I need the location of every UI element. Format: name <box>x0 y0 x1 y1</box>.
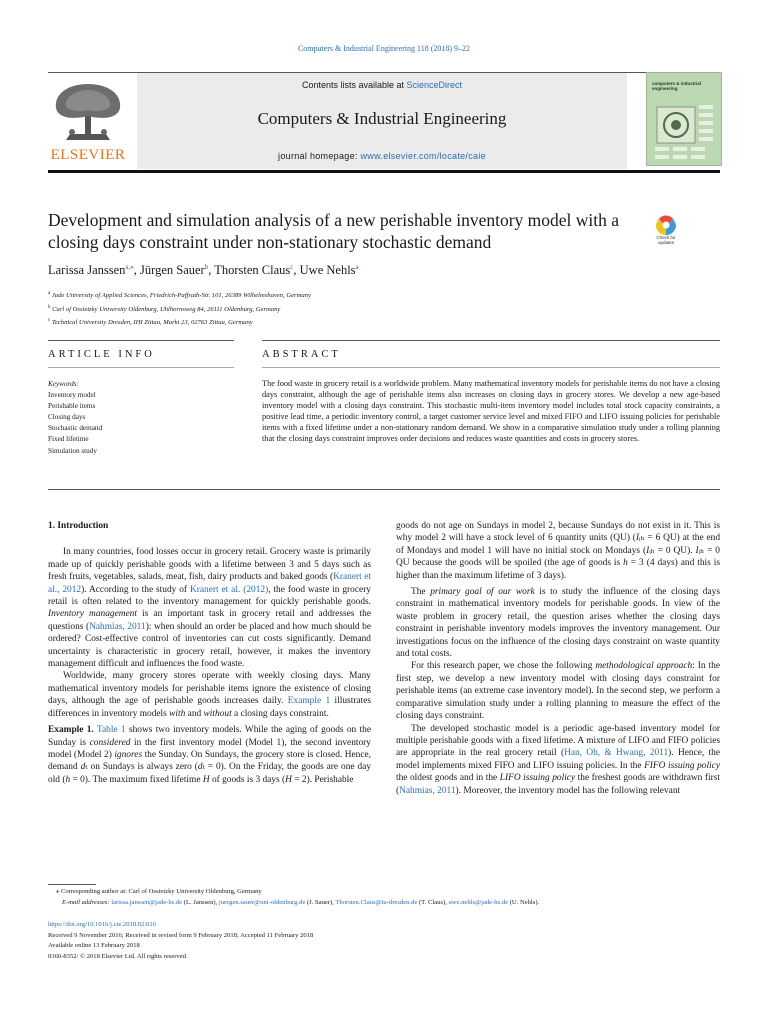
email-label: E-mail addresses: <box>62 899 112 906</box>
citation-link[interactable]: Kranert et al., 2012 <box>48 572 371 595</box>
emphasis: H <box>202 774 210 785</box>
keyword-item: Simulation study <box>48 446 97 455</box>
affiliation-text: Carl of Ossietzky University Oldenburg, Uhlhornsweg 84, 26111 Oldenburg, Germany <box>50 305 281 313</box>
text-run: = 3 (4 days) and this is higher than the maximum lifetime of 3 days). <box>396 558 720 581</box>
text-run: a closing days constraint. <box>231 708 329 719</box>
emphasis: considered <box>89 737 131 748</box>
article-info-subrule <box>48 367 234 368</box>
crossmark-badge[interactable] <box>648 214 684 250</box>
journal-reference[interactable]: Computers & Industrial Engineering 118 (2018) 9–22 <box>297 44 471 53</box>
paragraph <box>396 723 720 797</box>
text-run: shows two inventory models. While the aging of goods on the Sunday is <box>48 725 372 748</box>
emphasis: I <box>635 533 640 544</box>
author-list <box>48 263 359 278</box>
paragraph <box>48 546 371 670</box>
text-run: ). Moreover, the inventory model has the following relevant <box>455 785 681 796</box>
author-name: Uwe Nehls <box>299 263 356 278</box>
text-run: ᵢₕ = 0 QU). <box>649 545 696 556</box>
doi-link[interactable]: https://doi.org/10.1016/j.cie.2018.02.016 <box>48 921 156 928</box>
paragraph <box>48 670 371 720</box>
text-run: in the first inventory model (Model 1), the second inventory model (Model 2) <box>48 737 371 760</box>
citation-link[interactable]: Han, Oh, & Hwang, 2011 <box>564 748 669 759</box>
paragraph <box>396 586 720 660</box>
author-name: Larissa Janssen <box>48 263 126 278</box>
available-online: Available online 13 February 2018 <box>48 942 140 949</box>
keywords-label: Keywords: <box>48 380 79 388</box>
emphasis: Inventory management <box>48 609 137 620</box>
text-run: the freshest goods are withdrawn first ( <box>396 773 721 796</box>
text-run: of goods is 3 days ( <box>209 774 286 785</box>
text-run: ᵢₕ = 6 QU) at the end of Mondays and model 1 will have no initial stock on Mondays ( <box>396 533 721 556</box>
affiliation-text: Jade University of Applied Sciences, Friedrich-Paffrath-Str. 101, 26389 Wilhelmshaven, Germany <box>50 292 311 300</box>
emphasis: I <box>695 545 699 556</box>
affiliation-marker: c <box>48 318 51 324</box>
article-metadata <box>48 920 313 962</box>
keyword-item: Inventory model <box>48 391 96 400</box>
emphasis: with <box>169 708 186 719</box>
text-run: ): when should an order be placed and how much should be ordered? Cost-effective control of inventories can cut costs significantly. Demand uncertainty is characteristic in grocery retail, however, it makes the inventory management difficult and influences the food waste. <box>48 621 372 670</box>
footnote-rule <box>48 884 96 885</box>
abstract-text: The food waste in grocery retail is a worldwide problem. Many mathematical inventory models for perishable items do not have a closing days constraint, although the age of perishable items also increases on closing days in grocery stores. We develop a new age-based inventory model with a closing days constraint. This stochastic multi-item inventory model includes total stock capacity constraints, a positive lead time, a periodic inventory control, a target customer service level and mixed FIFO and LIFO issuing policies for perishable items with a fixed lifetime under a non-stationary random demand. We show in a comparative simulation study under a rolling planning that the closing days constraint improves order decisions and reduces waste quantities and costs in grocery stores. <box>262 379 720 444</box>
author-separator: , <box>133 263 141 278</box>
author-name: Thorsten Claus <box>214 263 291 278</box>
emphasis: h <box>623 558 628 569</box>
article-info-heading: ARTICLE INFO <box>48 349 155 360</box>
affiliation-marker: a <box>48 291 51 296</box>
text-run: ᵢₕ = 0 QU because the goods will be spoiled (the age of goods is <box>396 545 720 569</box>
journal-homepage: journal homepage: www.elsevier.com/locate/caie <box>278 151 486 161</box>
text-run: The <box>411 587 431 598</box>
elsevier-tree-icon <box>48 76 128 146</box>
emphasis: d <box>80 762 86 773</box>
elsevier-wordmark: ELSEVIER <box>50 147 126 163</box>
text-run: = 0). The maximum fixed lifetime <box>70 774 203 785</box>
text-run: illustrates differences in inventory models <box>48 696 372 719</box>
paragraph <box>396 520 720 582</box>
author-separator: , <box>208 263 215 278</box>
crossmark-icon <box>648 214 684 236</box>
keyword-item: Fixed lifetime <box>48 435 89 444</box>
abstract-heading: ABSTRACT <box>262 349 341 360</box>
text-run: ). According to the study of <box>81 584 190 595</box>
emphasis: without <box>203 708 232 719</box>
paper-title: Development and simulation analysis of a new perishable inventory model with a closing days constraint under non-stationary stochastic demand <box>48 210 620 252</box>
emphasis: h <box>65 774 71 785</box>
sciencedirect-link[interactable]: ScienceDirect <box>406 80 463 90</box>
author-affiliation-marker[interactable]: b <box>204 263 209 271</box>
text-run: goods do not age on Sundays in model 2, because Sundays do not exist in it. This is why model 2 will have a stock level of 6 quantity units (QU) ( <box>396 521 720 544</box>
paragraph <box>396 660 720 722</box>
email-link[interactable]: Thorsten.Claus@tu-dresden.de <box>335 899 418 906</box>
author-affiliation-marker[interactable]: c <box>290 263 294 271</box>
author-name: Jürgen Sauer <box>140 263 205 278</box>
email-link[interactable]: juergen.sauer@uni-oldenburg.de <box>218 899 306 906</box>
keywords-block <box>48 379 102 457</box>
emphasis: I <box>646 545 650 556</box>
elsevier-logo[interactable] <box>48 76 128 164</box>
citation-link[interactable]: Nahmias, 2011 <box>399 785 456 796</box>
body-right-column <box>396 520 720 797</box>
emphasis: FIFO issuing policy <box>644 760 720 771</box>
text-run: For this research paper, we chose the following <box>411 661 596 672</box>
keywords-list <box>48 390 102 457</box>
emphasis: d <box>197 762 203 773</box>
citation-link[interactable]: Nahmias, 2011 <box>89 621 146 632</box>
text-run: is an important task in grocery retail and addresses the questions ( <box>48 609 372 632</box>
article-info-rule <box>48 340 234 341</box>
email-owner: (J. Sauer), <box>305 899 336 906</box>
citation-link[interactable]: Kranert et al. (2012) <box>189 584 269 595</box>
affiliation-text: Technical University Dresden, IHI Zittau, Markt 23, 02763 Zittau, Germany <box>50 319 253 327</box>
text-run: ₜ on Sundays is always zero ( <box>85 762 198 773</box>
affiliation-marker: b <box>48 304 51 310</box>
emphasis: ignores <box>114 749 143 760</box>
text-run: the Sunday. On Sundays, the grocery store is closed. Hence, demand <box>48 749 371 773</box>
email-link[interactable]: uwe.nehls@jade-hs.de <box>448 899 509 906</box>
emphasis: H <box>285 774 292 785</box>
email-owner: (T. Claus), <box>417 899 449 906</box>
text-run: is to study the influence of the closing days constraint in mathematical inventory models for perishable goods. In view of the waste problem in grocery retail, the question arises whether the closing days constraint in perishable inventory models improves the inventory management. Our investigations focus on the influence of the closing days constraint on waste quantity and total costs. <box>396 587 720 660</box>
email-owner: (L. Janssen), <box>182 899 219 906</box>
abstract-subrule <box>262 367 720 368</box>
cover-title: computers & industrial engineering <box>652 81 702 91</box>
header-bottom-rule <box>48 170 720 173</box>
abstract-bottom-rule <box>48 489 720 490</box>
author-affiliation-marker[interactable]: a,⁎ <box>125 263 134 271</box>
example-paragraph <box>48 724 371 786</box>
keyword-item: Closing days <box>48 413 86 422</box>
affiliation-item <box>48 302 311 316</box>
crossmark-label: Check for updates <box>656 235 676 245</box>
section-title: 1. Introduction <box>48 521 109 531</box>
received-dates: Received 9 November 2016; Received in revised form 9 February 2018; Accepted 11 February 2018 <box>48 931 314 939</box>
email-owner: (U. Nehls). <box>508 899 540 906</box>
text-run: and <box>185 708 204 719</box>
text-run: Worldwide, many grocery stores operate with weekly closing days. Many mathematical inventory models for perishable items ignore the existence of closing days, although the age of perishable goods increases daily. <box>48 671 371 707</box>
text-run: The developed stochastic model is a periodic age-based inventory model for multiple perishable goods with a fixed lifetime. A mixture of LIFO and FIFO policies are appropriate in the real grocery retail ( <box>396 723 720 759</box>
emphasis: primary goal of our work <box>430 587 535 598</box>
citation-link[interactable]: Table 1 <box>96 725 126 736</box>
homepage-link[interactable]: www.elsevier.com/locate/caie <box>360 151 486 161</box>
emphasis: LIFO issuing policy <box>499 773 576 784</box>
affiliations <box>48 288 311 329</box>
text-run: In many countries, food losses occur in grocery retail. Grocery waste is primarily made up of quickly perishable goods with a lifetime between 3 and 5 days such as fresh fruits, vegetables, salads, meat, fish, dairy products and baked goods ( <box>48 547 371 583</box>
text-run: ). Hence, the model implements mixed FIFO and LIFO issuing policies. In the <box>396 748 720 771</box>
citation-link[interactable]: Example 1 <box>287 696 331 707</box>
keyword-item: Stochastic demand <box>48 424 103 433</box>
abstract-rule <box>262 340 720 341</box>
keyword-item: Perishable items <box>48 402 96 411</box>
text-run: = 2). Perishable <box>291 774 354 785</box>
email-link[interactable]: larissa.janssen@jade-hs.de <box>111 899 183 906</box>
author-separator: , <box>293 263 300 278</box>
body-left-column <box>48 520 371 786</box>
affiliation-item <box>48 315 311 329</box>
contents-availability: Contents lists available at ScienceDirect <box>301 80 463 90</box>
copyright: 0360-8352/ © 2018 Elsevier Ltd. All rights reserved. <box>48 952 188 960</box>
emphasis: methodological approach <box>595 661 693 672</box>
author-affiliation-marker[interactable]: a <box>355 263 359 271</box>
journal-name: Computers & Industrial Engineering <box>257 109 507 128</box>
text-run: , the food waste in grocery retail is often related to the inventory management for quickly perishable goods. <box>48 584 371 608</box>
email-addresses <box>62 898 539 909</box>
affiliation-item <box>48 288 311 302</box>
text-run: ₜ = 0). On the Friday, the goods are one day old ( <box>48 762 372 785</box>
journal-cover-thumbnail[interactable] <box>646 72 722 166</box>
cover-art-icon <box>647 73 721 165</box>
corresponding-author-note: ⁎ Corresponding author at: Carl of Ossietzky University Oldenburg, Germany <box>56 888 262 895</box>
example-label: Example 1. <box>48 725 94 736</box>
text-run: the oldest goods and in the <box>396 773 500 784</box>
text-run: : In the first step, we develop a new inventory model with closing days constraint for perishable items (an extreme case inventory model). In the second step, we perform a comparative simulation study under a rolling planning to measure the effect of the closing days constraint. <box>396 661 720 722</box>
